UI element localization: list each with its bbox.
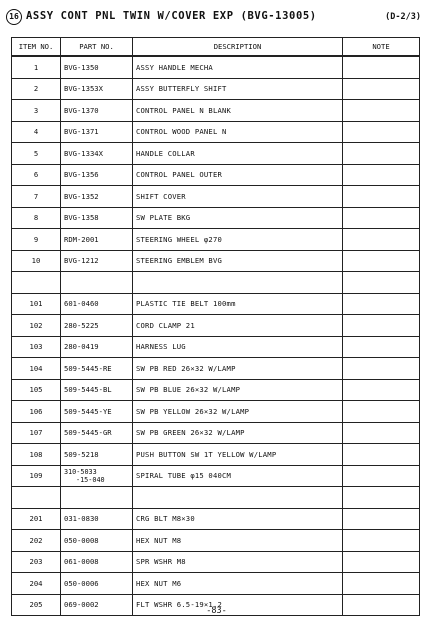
table-row (12, 250, 420, 272)
table-row (12, 530, 420, 552)
item-number-cell: 8 (12, 207, 61, 229)
description-cell: STEERING WHEEL φ270 (133, 229, 343, 251)
note-cell (343, 186, 420, 208)
item-number-cell: 103 (12, 336, 61, 358)
parts-table-body (12, 56, 420, 616)
table-row (12, 315, 420, 337)
description-cell: ASSY HANDLE MECHA (133, 56, 343, 78)
note-cell (343, 551, 420, 573)
item-number-cell: 203 (12, 551, 61, 573)
page-title: ASSY CONT PNL TWIN W/COVER EXP (BVG-13005) (26, 10, 317, 22)
description-cell: HEX NUT M6 (133, 573, 343, 595)
page-header (0, 0, 433, 36)
note-cell (343, 487, 420, 509)
item-number-cell: 102 (12, 315, 61, 337)
part-number-cell (61, 487, 133, 509)
part-number-cell (61, 272, 133, 294)
table-row (12, 465, 420, 487)
note-cell (343, 358, 420, 380)
note-cell (343, 530, 420, 552)
description-cell: CORD CLAMP 21 (133, 315, 343, 337)
note-cell (343, 465, 420, 487)
description-cell: HANDLE COLLAR (133, 143, 343, 165)
part-number-cell: 280-0419 (61, 336, 133, 358)
table-row (12, 422, 420, 444)
table-row (12, 573, 420, 595)
description-cell: SW PB GREEN 26×32 W/LAMP (133, 422, 343, 444)
part-number-cell: 509-5445-GR (61, 422, 133, 444)
table-row (12, 358, 420, 380)
table-row (12, 164, 420, 186)
description-cell: PLASTIC TIE BELT 100mm (133, 293, 343, 315)
table-row (12, 293, 420, 315)
part-number-cell: BVG-1353X (61, 78, 133, 100)
description-cell: STEERING EMBLEM BVG (133, 250, 343, 272)
item-number-cell: 4 (12, 121, 61, 143)
part-number-cell: BVG-1212 (61, 250, 133, 272)
part-number-cell: BVG-1358 (61, 207, 133, 229)
note-cell (343, 422, 420, 444)
table-row (12, 508, 420, 530)
table-row (12, 379, 420, 401)
description-cell: HARNESS LUG (133, 336, 343, 358)
description-cell: SW PB BLUE 26×32 W/LAMP (133, 379, 343, 401)
table-row (12, 272, 420, 294)
item-number-cell: 104 (12, 358, 61, 380)
column-header-part: PART NO. (61, 38, 133, 57)
description-cell: SPR WSHR M8 (133, 551, 343, 573)
parts-table (11, 37, 420, 616)
item-number-cell: 205 (12, 594, 61, 616)
note-cell (343, 379, 420, 401)
note-cell (343, 336, 420, 358)
section-number-badge: 16 (6, 9, 22, 25)
sheet-indicator: (D-2/3) (385, 12, 421, 22)
part-number-cell: BVG-1352 (61, 186, 133, 208)
item-number-cell: 5 (12, 143, 61, 165)
description-cell: ASSY BUTTERFLY SHIFT (133, 78, 343, 100)
item-number-cell: 202 (12, 530, 61, 552)
note-cell (343, 444, 420, 466)
item-number-cell: 105 (12, 379, 61, 401)
note-cell (343, 315, 420, 337)
item-number-cell: 10 (12, 250, 61, 272)
part-number-cell: 050-0006 (61, 573, 133, 595)
page-number: -83- (206, 606, 227, 616)
note-cell (343, 121, 420, 143)
item-number-cell: 7 (12, 186, 61, 208)
table-row (12, 121, 420, 143)
item-number-cell (12, 487, 61, 509)
note-cell (343, 164, 420, 186)
table-row (12, 551, 420, 573)
description-cell: CONTROL PANEL N BLANK (133, 100, 343, 122)
table-row (12, 143, 420, 165)
part-number-cell: 509-5445-YE (61, 401, 133, 423)
item-number-cell: 204 (12, 573, 61, 595)
description-cell: SPIRAL TUBE φ15 040CM (133, 465, 343, 487)
table-row (12, 401, 420, 423)
item-number-cell: 9 (12, 229, 61, 251)
note-cell (343, 207, 420, 229)
item-number-cell: 201 (12, 508, 61, 530)
description-cell: SW PB RED 26×32 W/LAMP (133, 358, 343, 380)
part-number-cell: BVG-1334X (61, 143, 133, 165)
item-number-cell: 3 (12, 100, 61, 122)
part-number-cell: BVG-1370 (61, 100, 133, 122)
description-cell: SW PB YELLOW 26×32 W/LAMP (133, 401, 343, 423)
description-cell (133, 272, 343, 294)
part-number-cell: 601-0460 (61, 293, 133, 315)
part-number-cell: 061-0008 (61, 551, 133, 573)
note-cell (343, 573, 420, 595)
table-header-row (12, 38, 420, 57)
part-number-line-1: 310-5033 (64, 467, 97, 476)
description-cell: SHIFT COVER (133, 186, 343, 208)
part-number-cell: BVG-1356 (61, 164, 133, 186)
table-row (12, 56, 420, 78)
item-number-cell: 6 (12, 164, 61, 186)
description-cell: FLT WSHR 6.5-19×1.2 (133, 594, 343, 616)
part-number-line-2: -15-040 (76, 475, 105, 484)
item-number-cell (12, 272, 61, 294)
part-number-cell: 280-5225 (61, 315, 133, 337)
part-number-cell: RDM-2001 (61, 229, 133, 251)
column-header-note: NOTE (343, 38, 420, 57)
table-row (12, 487, 420, 509)
description-cell: PUSH BUTTON SW 1T YELLOW W/LAMP (133, 444, 343, 466)
description-cell (133, 487, 343, 509)
table-row (12, 444, 420, 466)
note-cell (343, 508, 420, 530)
part-number-cell: 509-5218 (61, 444, 133, 466)
item-number-cell: 1 (12, 56, 61, 78)
note-cell (343, 293, 420, 315)
description-cell: HEX NUT M8 (133, 530, 343, 552)
table-row (12, 186, 420, 208)
description-cell: CONTROL WOOD PANEL N (133, 121, 343, 143)
item-number-cell: 109 (12, 465, 61, 487)
description-cell: SW PLATE BKG (133, 207, 343, 229)
note-cell (343, 143, 420, 165)
part-number-cell: BVG-1350 (61, 56, 133, 78)
part-number-cell: 050-0008 (61, 530, 133, 552)
note-cell (343, 229, 420, 251)
item-number-cell: 107 (12, 422, 61, 444)
part-number-cell: 031-0830 (61, 508, 133, 530)
column-header-description: DESCRIPTION (133, 38, 343, 57)
column-header-item: ITEM NO. (12, 38, 61, 57)
item-number-cell: 2 (12, 78, 61, 100)
table-row (12, 78, 420, 100)
description-cell: CRG BLT M8×30 (133, 508, 343, 530)
note-cell (343, 78, 420, 100)
description-cell: CONTROL PANEL OUTER (133, 164, 343, 186)
part-number-cell: BVG-1371 (61, 121, 133, 143)
note-cell (343, 250, 420, 272)
table-row (12, 100, 420, 122)
part-number-cell (61, 465, 133, 487)
note-cell (343, 56, 420, 78)
table-row (12, 336, 420, 358)
part-number-cell: 069-0002 (61, 594, 133, 616)
item-number-cell: 106 (12, 401, 61, 423)
item-number-cell: 108 (12, 444, 61, 466)
note-cell (343, 100, 420, 122)
note-cell (343, 401, 420, 423)
table-row (12, 207, 420, 229)
part-number-cell: 509-5445-RE (61, 358, 133, 380)
part-number-cell: 509-5445-BL (61, 379, 133, 401)
note-cell (343, 272, 420, 294)
item-number-cell: 101 (12, 293, 61, 315)
table-row (12, 229, 420, 251)
